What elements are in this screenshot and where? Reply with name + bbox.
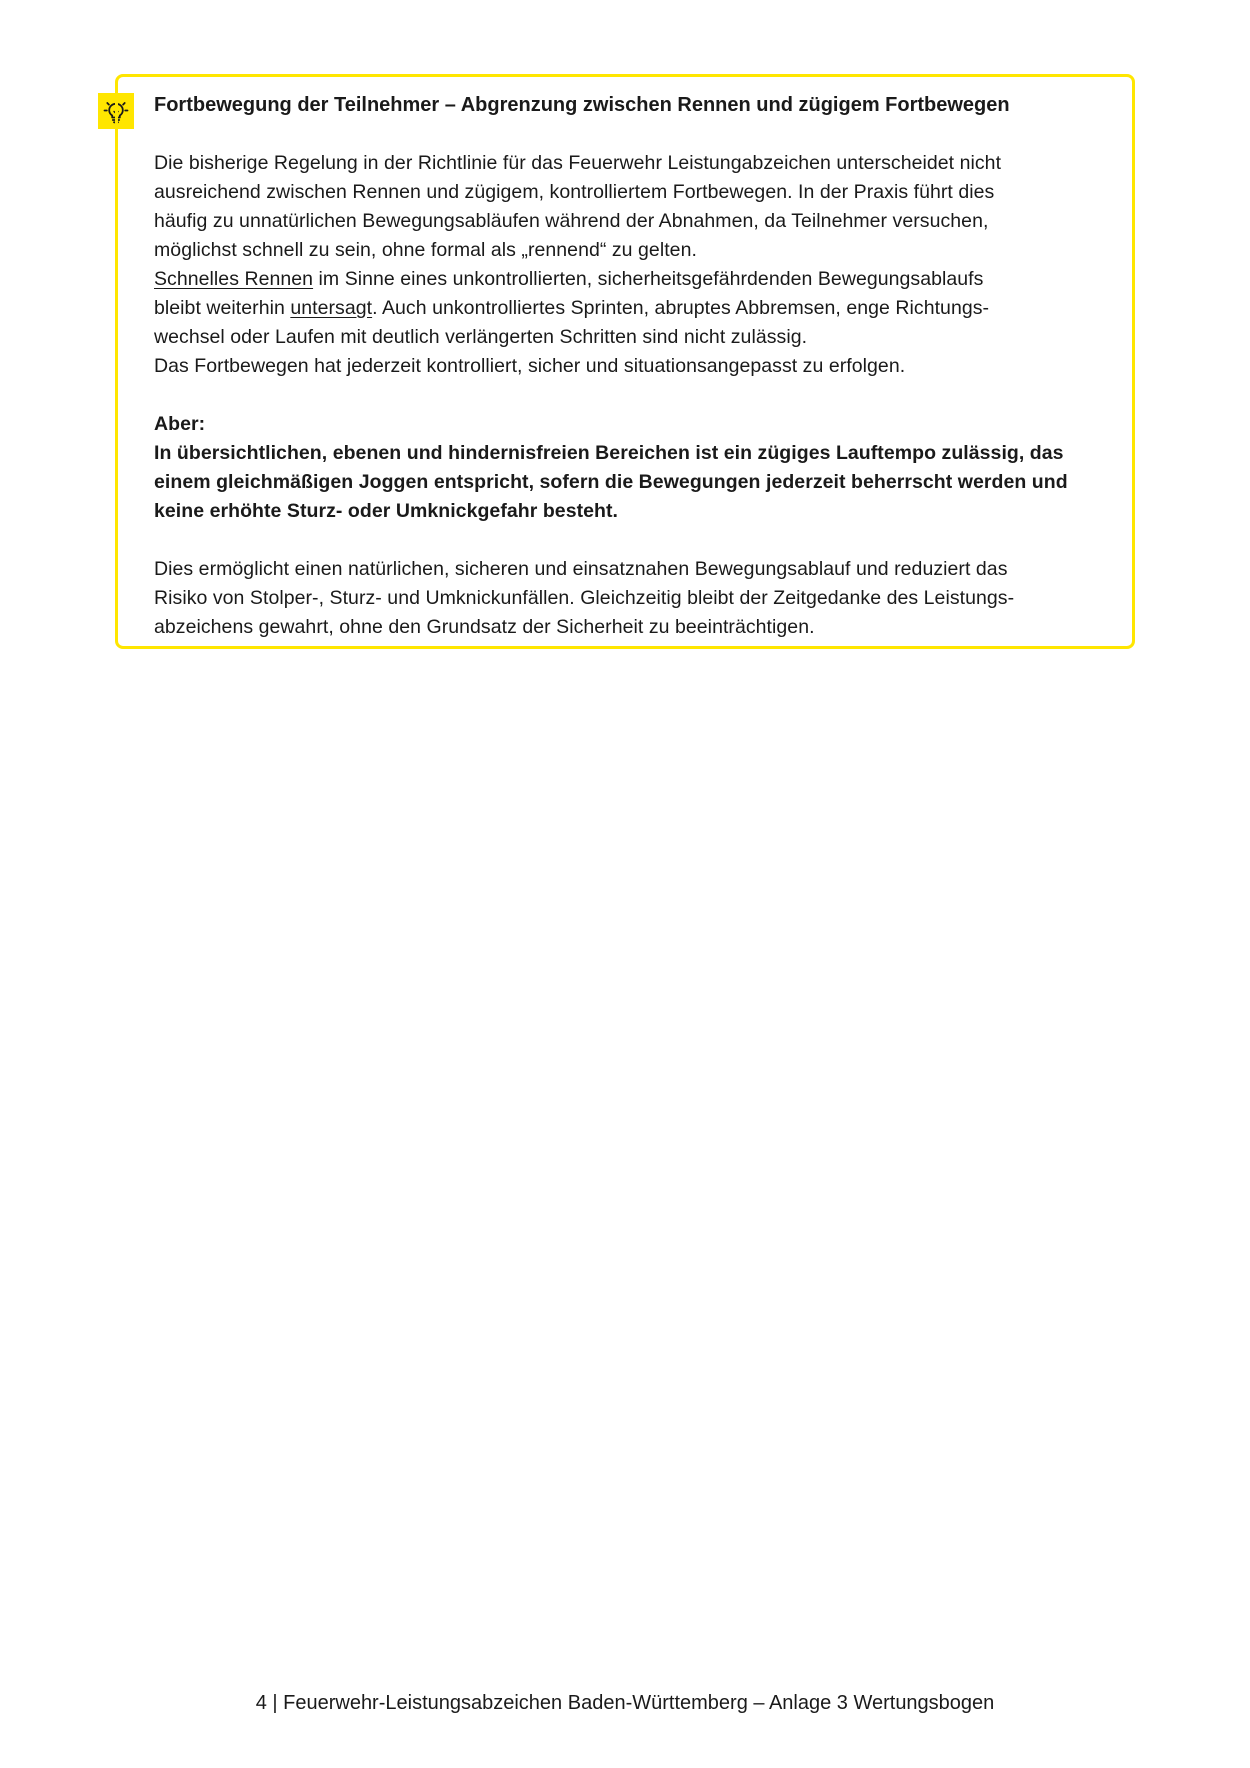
text-line: einem gleichmäßigen Joggen entspricht, sofern die Bewegungen jederzeit beherrscht werden und xyxy=(154,471,1068,493)
text-line: Die bisherige Regelung in der Richtlinie für das Feuerwehr Leistungabzeichen unterscheidet nicht xyxy=(154,152,1002,174)
text-segment: im Sinne eines unkontrollierten, sicherheitsgefährdenden Bewegungsablaufs xyxy=(313,268,984,290)
text-segment: . Auch unkontrolliertes Sprinten, abruptes Abbremsen, enge Richtungs- xyxy=(372,297,990,319)
text-line: Risiko von Stolper-, Sturz- und Umknickunfällen. Gleichzeitig bleibt der Zeitgedanke des Leistungs- xyxy=(154,587,1015,609)
page-number: 4 xyxy=(255,1692,267,1714)
text-line: In übersichtlichen, ebenen und hindernisfreien Bereichen ist ein zügiges Lauftempo zulässig, das xyxy=(154,442,1064,464)
text-line: ausreichend zwischen Rennen und zügigem, kontrolliertem Fortbewegen. In der Praxis führt dies xyxy=(154,181,995,203)
text-line: wechsel oder Laufen mit deutlich verlängerten Schritten sind nicht zulässig. xyxy=(154,326,808,348)
text-line: keine erhöhte Sturz- oder Umknickgefahr besteht. xyxy=(154,500,619,522)
text-line: möglichst schnell zu sein, ohne formal als „rennend“ zu gelten. xyxy=(154,239,697,261)
exception-label: Aber: xyxy=(154,413,206,435)
text-line: Dies ermöglicht einen natürlichen, sicheren und einsatznahen Bewegungsablauf und reduziert das xyxy=(154,558,1008,580)
underlined-term-schnelles-rennen: Schnelles Rennen xyxy=(154,268,314,290)
underlined-term-untersagt: untersagt xyxy=(290,297,373,319)
page-footer xyxy=(0,1689,1250,1717)
paragraph-rationale xyxy=(154,555,1116,642)
paragraph-regulation xyxy=(154,149,1116,381)
footer-separator: | xyxy=(266,1692,284,1714)
text-line: häufig zu unnatürlichen Bewegungsabläufen während der Abnahmen, da Teilnehmer versuchen, xyxy=(154,210,989,232)
text-line: abzeichens gewahrt, ohne den Grundsatz der Sicherheit zu beeinträchtigen. xyxy=(154,616,815,638)
text-line xyxy=(154,265,1116,294)
footer-title: Feuerwehr-Leistungsabzeichen Baden-Württemberg – Anlage 3 Wertungsbogen xyxy=(283,1692,995,1714)
box-title: Fortbewegung der Teilnehmer – Abgrenzung zwischen Rennen und zügigem Fortbewegen xyxy=(154,94,1010,116)
info-box xyxy=(115,74,1135,649)
text-line xyxy=(154,294,1116,323)
text-segment: bleibt weiterhin xyxy=(154,297,291,319)
paragraph-exception xyxy=(154,410,1116,526)
text-line: Das Fortbewegen hat jederzeit kontrolliert, sicher und situationsangepasst zu erfolgen. xyxy=(154,355,906,377)
